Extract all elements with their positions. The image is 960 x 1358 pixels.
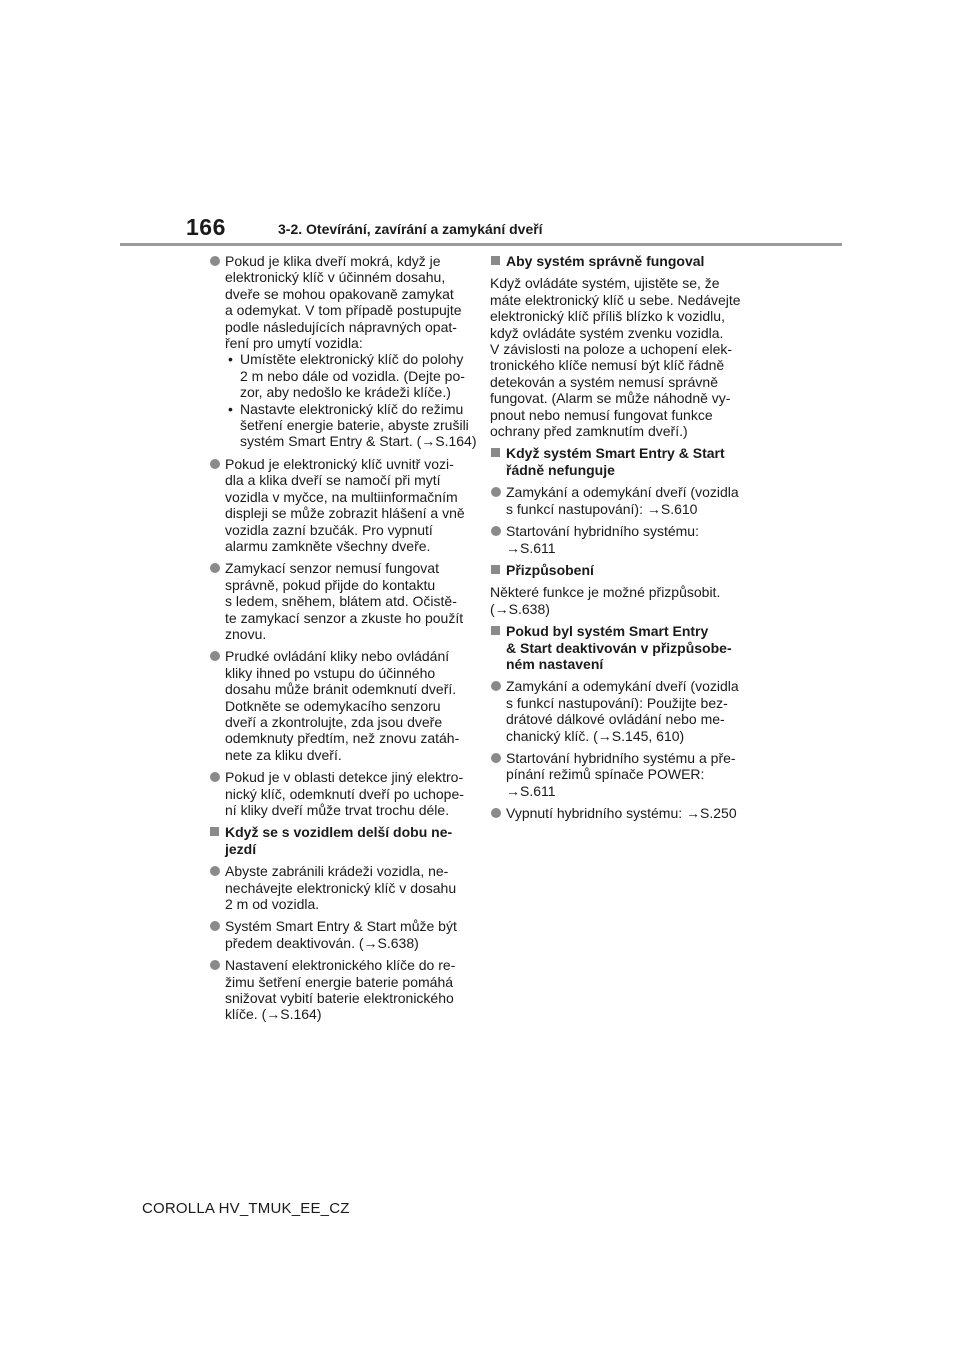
text-line: Nastavte elektronický klíč do režimu <box>240 400 464 417</box>
circle-bullet-icon <box>491 753 501 763</box>
section-heading <box>209 824 475 857</box>
text-line: s funkcí nastupování): Použijte bez- <box>506 694 728 711</box>
text-line: Zamykací senzor nemusí fungovat <box>225 560 439 577</box>
heading-line: & Start deaktivován v přizpůsobe- <box>506 639 732 656</box>
sub-bullet-item <box>225 351 475 400</box>
section-heading <box>490 445 756 478</box>
text-line: (→S.638) <box>490 600 550 617</box>
text-line: nechávejte elektronický klíč v dosahu <box>225 879 457 896</box>
bullet-item <box>490 750 756 799</box>
text-line: Abyste zabránili krádeži vozidla, ne- <box>225 863 449 880</box>
text-line: 2 m nebo dále od vozidla. (Dejte po- <box>240 367 465 384</box>
section-heading <box>490 253 756 269</box>
paragraph <box>490 584 756 617</box>
text-line: drátové dálkové ovládání nebo me- <box>506 711 725 728</box>
heading-line: Pokud byl systém Smart Entry <box>506 623 709 640</box>
bullet-item <box>209 957 475 1023</box>
text-line: V závislosti na poloze a uchopení elek- <box>490 341 733 358</box>
text-line: pnout nebo nemusí fungovat funkce <box>490 406 713 423</box>
bullet-item <box>490 523 756 556</box>
square-bullet-icon <box>491 565 500 574</box>
text-line: alarmu zamkněte všechny dveře. <box>225 537 431 554</box>
heading-line: Aby systém správně fungoval <box>506 253 705 269</box>
bullet-item <box>209 769 475 818</box>
text-line: detekován a systém nemusí správně <box>490 373 719 390</box>
circle-bullet-icon <box>491 808 501 818</box>
text-line: zor, aby nedošlo ke krádeži klíče.) <box>240 384 451 401</box>
heading-line: Když systém Smart Entry & Start <box>506 445 725 462</box>
text-line: →S.611 <box>506 782 556 799</box>
square-bullet-icon <box>491 256 500 265</box>
header-divider <box>120 243 842 246</box>
text-line: chanický klíč. (→S.145, 610) <box>506 727 685 744</box>
square-bullet-icon <box>491 626 500 635</box>
text-line: te zamykací senzor a zkuste ho použít <box>225 609 464 626</box>
bullet-item <box>209 456 475 554</box>
text-line: Nastavení elektronického klíče do re- <box>225 957 456 974</box>
bullet-item <box>209 253 475 450</box>
text-line: Dotkněte se odemykacího senzoru <box>225 697 441 714</box>
text-line: a odemykat. V tom případě postupujte <box>225 302 462 319</box>
text-line: podle následujících nápravných opat- <box>225 318 457 335</box>
text-line: systém Smart Entry & Start. (→S.164) <box>240 433 477 450</box>
text-line: snižovat vybití baterie elektronického <box>225 990 454 1007</box>
text-line: displeji se může zobrazit hlášení a vně <box>225 505 465 522</box>
circle-bullet-icon <box>491 487 501 497</box>
text-line: šetření energie baterie, abyste zrušili <box>240 417 469 434</box>
circle-bullet-icon <box>210 866 220 876</box>
text-line: znovu. <box>225 625 267 642</box>
heading-line: ném nastavení <box>506 655 604 672</box>
heading-line: Přizpůsobení <box>506 561 594 578</box>
bullet-item <box>490 805 756 821</box>
text-line: nete za kliku dveří. <box>225 746 342 763</box>
circle-bullet-icon <box>210 459 220 469</box>
square-bullet-icon <box>491 448 500 457</box>
text-line: fungovat. (Alarm se může náhodně vy- <box>490 390 731 407</box>
circle-bullet-icon <box>210 651 220 661</box>
text-line: žimu šetření energie baterie pomáhá <box>225 973 454 990</box>
section-heading <box>490 562 756 578</box>
circle-bullet-icon <box>210 256 220 266</box>
text-line: dosahu může bránit odemknutí dveří. <box>225 681 457 698</box>
text-line: kliky ihned po vstupu do účinného <box>225 664 436 681</box>
circle-bullet-icon <box>210 960 220 970</box>
section-title: 3-2. Otevírání, zavírání a zamykání dveří <box>278 221 543 237</box>
heading-line: jezdí <box>225 840 257 857</box>
heading-line: řádně nefunguje <box>506 461 615 478</box>
text-line: správně, pokud přijde do kontaktu <box>225 576 436 593</box>
text-line: Startování hybridního systému: <box>506 523 699 540</box>
text-line: ření pro umytí vozidla: <box>225 335 363 352</box>
text-line: s funkcí nastupování): →S.610 <box>506 500 698 517</box>
text-line: Zamykání a odemykání dveří (vozidla <box>506 484 739 501</box>
section-heading <box>490 623 756 672</box>
text-line: nický klíč, odemknutí dveří po uchope- <box>225 785 464 802</box>
square-bullet-icon <box>210 827 219 836</box>
text-line: když ovládáte systém zvenku vozidla. <box>490 324 724 341</box>
text-line: elektronický klíč příliš blízko k vozidlu, <box>490 308 725 325</box>
footer-document-code: COROLLA HV_TMUK_EE_CZ <box>142 1200 350 1217</box>
circle-bullet-icon <box>210 563 220 573</box>
text-line: Zamykání a odemykání dveří (vozidla <box>506 678 739 695</box>
text-line: Když ovládáte systém, ujistěte se, že <box>490 275 720 292</box>
text-line: vozidla zazní bzučák. Pro vypnutí <box>225 521 433 538</box>
circle-bullet-icon <box>491 681 501 691</box>
text-line: Pokud je elektronický klíč uvnitř vozi- <box>225 455 454 472</box>
text-line: ochrany před zamknutím dveří.) <box>490 423 688 440</box>
small-dot-icon: • <box>228 351 233 368</box>
text-line: máte elektronický klíč u sebe. Nedávejte <box>490 291 741 308</box>
sub-bullet-item <box>225 401 475 450</box>
circle-bullet-icon <box>491 526 501 536</box>
text-line: vozidla v myčce, na multiinformačním <box>225 488 458 505</box>
text-line: klíče. (→S.164) <box>225 1006 322 1023</box>
bullet-item <box>209 648 475 763</box>
text-line: Startování hybridního systému a pře- <box>506 749 736 766</box>
text-line: Vypnutí hybridního systému: →S.250 <box>506 805 737 822</box>
text-line: Pokud je v oblasti detekce jiný elektro- <box>225 769 464 786</box>
text-line: Umístěte elektronický klíč do polohy <box>240 351 464 368</box>
text-line: ní kliky dveří může trvat trochu déle. <box>225 802 450 818</box>
text-line: tronického klíče nemusí být klíč řádně <box>490 357 725 374</box>
bullet-item <box>490 484 756 517</box>
right-column <box>490 253 756 828</box>
text-line: dveří a zkontrolujte, zda jsou dveře <box>225 713 443 730</box>
circle-bullet-icon <box>210 772 220 782</box>
text-line: Systém Smart Entry & Start může být <box>225 918 457 935</box>
text-line: dla a klika dveří se namočí při mytí <box>225 472 441 489</box>
text-line: dveře se mohou opakovaně zamykat <box>225 285 454 302</box>
text-line: s ledem, sněhem, blátem atd. Očistě- <box>225 593 457 610</box>
text-line: elektronický klíč v účinném dosahu, <box>225 269 446 286</box>
text-line: 2 m od vozidla. <box>225 896 320 913</box>
bullet-item <box>209 863 475 912</box>
text-line: Pokud je klika dveří mokrá, když je <box>225 253 441 269</box>
text-line: pínání režimů spínače POWER: <box>506 766 705 783</box>
bullet-item <box>490 678 756 744</box>
small-dot-icon: • <box>228 400 233 417</box>
bullet-item <box>209 560 475 642</box>
text-line: →S.611 <box>506 539 556 556</box>
left-column <box>209 253 475 1029</box>
paragraph <box>490 275 756 439</box>
circle-bullet-icon <box>210 921 220 931</box>
text-line: odemknuty předtím, než znovu zatáh- <box>225 730 460 747</box>
text-line: Prudké ovládání kliky nebo ovládání <box>225 648 450 665</box>
text-line: předem deaktivován. (→S.638) <box>225 934 419 951</box>
page-number: 166 <box>186 214 226 240</box>
text-line: Některé funkce je možné přizpůsobit. <box>490 584 721 601</box>
heading-line: Když se s vozidlem delší dobu ne- <box>225 824 453 841</box>
bullet-item <box>209 918 475 951</box>
